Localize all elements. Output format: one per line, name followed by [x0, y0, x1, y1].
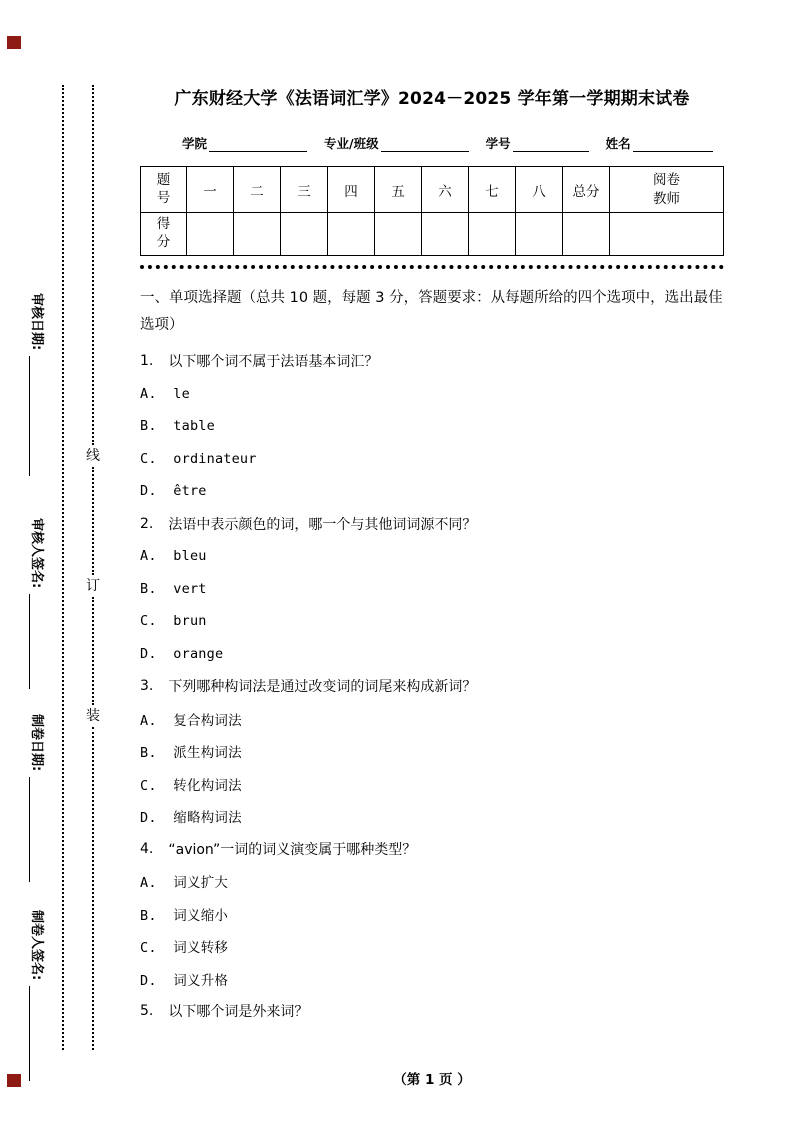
- grader-cell: [610, 213, 724, 256]
- question-1: [140, 345, 724, 378]
- score-cell: [187, 213, 234, 256]
- score-col-header: 五: [375, 167, 422, 213]
- question-number: 4.: [140, 840, 154, 857]
- score-cell: [234, 213, 281, 256]
- question-number: 1.: [140, 353, 154, 370]
- question-1-option-a: A. le: [140, 385, 190, 402]
- paper-maker-signature-block: [29, 910, 48, 1081]
- binding-line-segment: [92, 85, 94, 445]
- name-label: 姓名: [605, 136, 631, 151]
- score-cell: [422, 213, 469, 256]
- score-col-header: 三: [281, 167, 328, 213]
- paper-making-date-block: [29, 714, 48, 882]
- question-4-option-b: B. 词义缩小: [140, 907, 229, 924]
- name-field: [606, 134, 713, 152]
- question-4-option-c: C. 词义转移: [140, 940, 229, 957]
- reviewer-signature-label: 审核人签名:: [29, 518, 44, 589]
- score-cell: [375, 213, 422, 256]
- question-1-option-d: D. être: [140, 483, 207, 500]
- review-date-block: [29, 293, 48, 476]
- score-col-header: 七: [469, 167, 516, 213]
- score-table-score-row: [141, 213, 724, 256]
- score-col-header: 八: [516, 167, 563, 213]
- question-2-option-a: A. bleu: [140, 548, 207, 565]
- question-3-option-c: C. 转化构词法: [140, 777, 242, 794]
- major-class-label: 专业/班级: [324, 136, 379, 151]
- score-row-label: 得分: [141, 213, 187, 256]
- paper-maker-signature-label: 制卷人签名:: [29, 910, 44, 981]
- question-text: 以下哪个词是外来词？: [168, 1004, 309, 1021]
- question-2: [140, 508, 724, 541]
- score-col-header: 六: [422, 167, 469, 213]
- question-number: 5.: [140, 1003, 154, 1020]
- question-4: [140, 833, 724, 866]
- binding-line-segment: [92, 597, 94, 705]
- review-date-label: 审核日期:: [29, 293, 44, 351]
- question-4-option-d: D. 词义升格: [140, 972, 229, 989]
- binding-line-segment: [92, 727, 94, 1050]
- page-footer: （第 1 页 ）: [393, 1072, 471, 1088]
- section-heading: 一、单项选择题（总共 10 题，每题 3 分，答题要求：从每题所给的四个选项中，选出最佳选项）: [140, 290, 723, 333]
- college-field: [182, 134, 307, 152]
- binding-char-xian: 线: [86, 448, 100, 464]
- question-3: [140, 670, 724, 703]
- paper-making-date-blank: [29, 777, 32, 882]
- registration-mark-bottom: [7, 1074, 21, 1087]
- question-2-option-d: D. orange: [140, 645, 224, 662]
- dotted-separator: [140, 265, 724, 269]
- question-number: 3.: [140, 678, 154, 695]
- score-cell: [563, 213, 610, 256]
- question-3-option-a: A. 复合构词法: [140, 712, 242, 729]
- binding-char-ding: 订: [86, 578, 100, 594]
- score-col-header: 二: [234, 167, 281, 213]
- question-number-row-label: 题号: [141, 167, 187, 213]
- score-cell: [469, 213, 516, 256]
- grader-col-header: 阅卷教师: [610, 167, 724, 213]
- question-list: [140, 345, 724, 1028]
- student-info-row: [182, 134, 724, 152]
- question-text: 法语中表示颜色的词，哪一个与其他词词源不同？: [168, 516, 477, 533]
- registration-mark-top: [7, 36, 21, 49]
- student-id-field: [486, 134, 589, 152]
- score-col-header: 一: [187, 167, 234, 213]
- score-cell: [281, 213, 328, 256]
- review-date-blank: [29, 356, 32, 476]
- score-table: [140, 166, 724, 256]
- question-2-option-b: B. vert: [140, 580, 207, 597]
- exam-content: [140, 84, 724, 1028]
- reviewer-signature-block: [29, 518, 48, 689]
- question-3-option-d: D. 缩略构词法: [140, 810, 242, 827]
- question-2-option-c: C. brun: [140, 613, 207, 630]
- college-label: 学院: [182, 136, 208, 151]
- paper-making-date-label: 制卷日期:: [29, 714, 44, 772]
- question-4-option-a: A. 词义扩大: [140, 875, 229, 892]
- paper-maker-signature-blank: [29, 986, 32, 1081]
- student-id-label: 学号: [485, 136, 511, 151]
- student-id-blank: [513, 137, 589, 152]
- score-cell: [516, 213, 563, 256]
- score-cell: [328, 213, 375, 256]
- question-number: 2.: [140, 515, 154, 532]
- exam-title: 广东财经大学《法语词汇学》2024－2025 学年第一学期期末试卷: [174, 89, 690, 109]
- score-col-header: 四: [328, 167, 375, 213]
- binding-line-segment: [92, 467, 94, 575]
- question-text: 以下哪个词不属于法语基本词汇？: [168, 354, 379, 371]
- binding-char-zhuang: 装: [86, 708, 100, 724]
- major-class-field: [324, 134, 469, 152]
- binding-dotted-line-outer: [62, 85, 64, 1050]
- question-1-option-b: B. table: [140, 418, 215, 435]
- question-3-option-b: B. 派生构词法: [140, 745, 242, 762]
- college-blank: [209, 137, 307, 152]
- score-col-header: 总分: [563, 167, 610, 213]
- reviewer-signature-blank: [29, 594, 32, 689]
- score-table-header-row: [141, 167, 724, 213]
- name-blank: [633, 137, 713, 152]
- question-text: 下列哪种构词法是通过改变词的词尾来构成新词？: [168, 679, 477, 696]
- major-class-blank: [381, 137, 469, 152]
- question-5: [140, 995, 724, 1028]
- question-text: “avion”一词的词义演变属于哪种类型？: [168, 841, 417, 858]
- question-1-option-c: C. ordinateur: [140, 450, 257, 467]
- binding-line: [84, 85, 102, 1050]
